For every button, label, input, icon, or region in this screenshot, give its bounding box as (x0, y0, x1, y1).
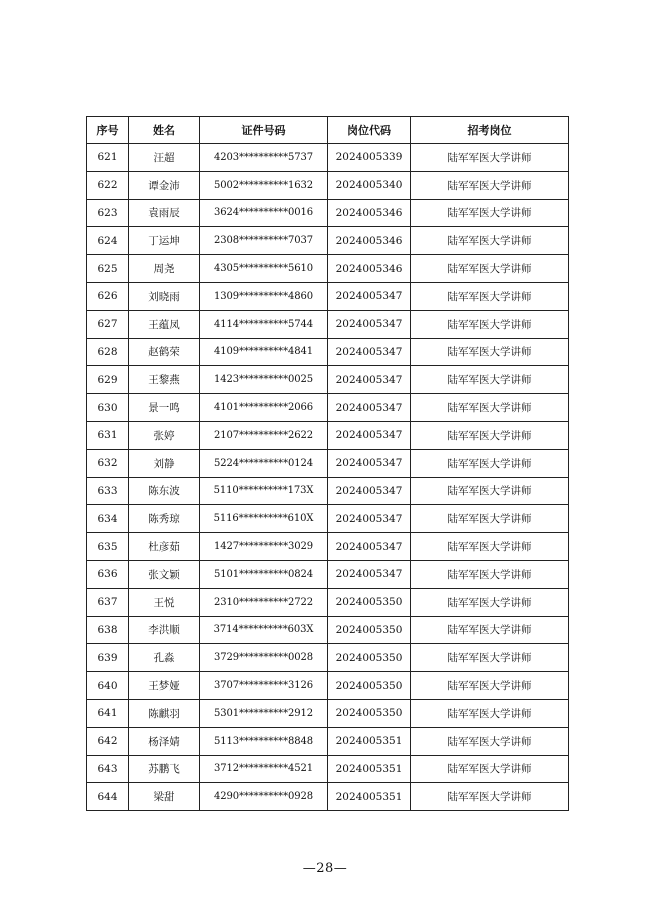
id-number-cell: 1309**********4860 (200, 282, 328, 310)
table-row (87, 560, 569, 588)
table-row (87, 477, 569, 505)
position-title-cell: 陆军军医大学讲师 (411, 227, 569, 255)
header-serial-number: 序号 (87, 117, 129, 144)
position-code-cell: 2024005347 (328, 533, 411, 561)
serial-number-cell: 637 (87, 588, 129, 616)
position-title-cell: 陆军军医大学讲师 (411, 366, 569, 394)
table-row (87, 144, 569, 172)
serial-number-cell: 644 (87, 783, 129, 811)
table-row (87, 533, 569, 561)
name-cell: 景一鸣 (129, 394, 200, 422)
position-title-cell: 陆军军医大学讲师 (411, 477, 569, 505)
position-code-cell: 2024005347 (328, 310, 411, 338)
id-number-cell: 1427**********3029 (200, 533, 328, 561)
position-code-cell: 2024005350 (328, 672, 411, 700)
position-code-cell: 2024005350 (328, 644, 411, 672)
name-cell: 杜彦茹 (129, 533, 200, 561)
serial-number-cell: 627 (87, 310, 129, 338)
serial-number-cell: 623 (87, 199, 129, 227)
serial-number-cell: 628 (87, 338, 129, 366)
header-id-number: 证件号码 (200, 117, 328, 144)
serial-number-cell: 626 (87, 282, 129, 310)
name-cell: 王悦 (129, 588, 200, 616)
position-code-cell: 2024005351 (328, 783, 411, 811)
table-body (87, 144, 569, 811)
name-cell: 孔淼 (129, 644, 200, 672)
table-row (87, 505, 569, 533)
position-code-cell: 2024005346 (328, 255, 411, 283)
name-cell: 陈麒羽 (129, 699, 200, 727)
id-number-cell: 4290**********0928 (200, 783, 328, 811)
table-row (87, 199, 569, 227)
header-position-title: 招考岗位 (411, 117, 569, 144)
position-title-cell: 陆军军医大学讲师 (411, 421, 569, 449)
name-cell: 王蕴凤 (129, 310, 200, 338)
position-title-cell: 陆军军医大学讲师 (411, 783, 569, 811)
table-row (87, 338, 569, 366)
id-number-cell: 3714**********603X (200, 616, 328, 644)
table-row (87, 255, 569, 283)
position-code-cell: 2024005347 (328, 477, 411, 505)
name-cell: 苏鹏飞 (129, 755, 200, 783)
position-code-cell: 2024005347 (328, 421, 411, 449)
name-cell: 陈秀琼 (129, 505, 200, 533)
position-code-cell: 2024005350 (328, 699, 411, 727)
serial-number-cell: 635 (87, 533, 129, 561)
name-cell: 张文颖 (129, 560, 200, 588)
id-number-cell: 5002**********1632 (200, 171, 328, 199)
table-row (87, 699, 569, 727)
position-title-cell: 陆军军医大学讲师 (411, 699, 569, 727)
position-title-cell: 陆军军医大学讲师 (411, 255, 569, 283)
id-number-cell: 2308**********7037 (200, 227, 328, 255)
serial-number-cell: 634 (87, 505, 129, 533)
serial-number-cell: 629 (87, 366, 129, 394)
header-position-code: 岗位代码 (328, 117, 411, 144)
id-number-cell: 5301**********2912 (200, 699, 328, 727)
serial-number-cell: 643 (87, 755, 129, 783)
id-number-cell: 5224**********0124 (200, 449, 328, 477)
table-row (87, 227, 569, 255)
table-row (87, 755, 569, 783)
table-header-row (87, 117, 569, 144)
position-code-cell: 2024005340 (328, 171, 411, 199)
table-row (87, 672, 569, 700)
table-row (87, 394, 569, 422)
table-row (87, 282, 569, 310)
serial-number-cell: 638 (87, 616, 129, 644)
name-cell: 袁雨辰 (129, 199, 200, 227)
id-number-cell: 2310**********2722 (200, 588, 328, 616)
id-number-cell: 5116**********610X (200, 505, 328, 533)
id-number-cell: 3624**********0016 (200, 199, 328, 227)
id-number-cell: 5110**********173X (200, 477, 328, 505)
position-title-cell: 陆军军医大学讲师 (411, 727, 569, 755)
serial-number-cell: 633 (87, 477, 129, 505)
position-title-cell: 陆军军医大学讲师 (411, 755, 569, 783)
table-row (87, 727, 569, 755)
position-title-cell: 陆军军医大学讲师 (411, 144, 569, 172)
position-title-cell: 陆军军医大学讲师 (411, 560, 569, 588)
name-cell: 陈东波 (129, 477, 200, 505)
position-code-cell: 2024005350 (328, 588, 411, 616)
serial-number-cell: 632 (87, 449, 129, 477)
position-code-cell: 2024005346 (328, 227, 411, 255)
name-cell: 李洪顺 (129, 616, 200, 644)
position-title-cell: 陆军军医大学讲师 (411, 449, 569, 477)
position-code-cell: 2024005351 (328, 727, 411, 755)
position-code-cell: 2024005347 (328, 505, 411, 533)
table-row (87, 171, 569, 199)
serial-number-cell: 631 (87, 421, 129, 449)
position-title-cell: 陆军军医大学讲师 (411, 505, 569, 533)
position-code-cell: 2024005351 (328, 755, 411, 783)
position-code-cell: 2024005347 (328, 282, 411, 310)
id-number-cell: 5101**********0824 (200, 560, 328, 588)
candidate-table-container (86, 116, 568, 811)
position-code-cell: 2024005347 (328, 560, 411, 588)
position-title-cell: 陆军军医大学讲师 (411, 171, 569, 199)
serial-number-cell: 625 (87, 255, 129, 283)
name-cell: 周尧 (129, 255, 200, 283)
position-title-cell: 陆军军医大学讲师 (411, 533, 569, 561)
position-code-cell: 2024005347 (328, 394, 411, 422)
position-title-cell: 陆军军医大学讲师 (411, 199, 569, 227)
id-number-cell: 3729**********0028 (200, 644, 328, 672)
name-cell: 王黎燕 (129, 366, 200, 394)
position-code-cell: 2024005350 (328, 616, 411, 644)
name-cell: 梁甜 (129, 783, 200, 811)
serial-number-cell: 621 (87, 144, 129, 172)
position-code-cell: 2024005346 (328, 199, 411, 227)
position-code-cell: 2024005347 (328, 449, 411, 477)
serial-number-cell: 642 (87, 727, 129, 755)
id-number-cell: 2107**********2622 (200, 421, 328, 449)
table-row (87, 449, 569, 477)
id-number-cell: 4203**********5737 (200, 144, 328, 172)
position-code-cell: 2024005347 (328, 366, 411, 394)
id-number-cell: 3712**********4521 (200, 755, 328, 783)
serial-number-cell: 622 (87, 171, 129, 199)
position-title-cell: 陆军军医大学讲师 (411, 338, 569, 366)
position-title-cell: 陆军军医大学讲师 (411, 394, 569, 422)
position-code-cell: 2024005347 (328, 338, 411, 366)
table-row (87, 366, 569, 394)
serial-number-cell: 636 (87, 560, 129, 588)
id-number-cell: 4305**********5610 (200, 255, 328, 283)
id-number-cell: 4109**********4841 (200, 338, 328, 366)
table-row (87, 616, 569, 644)
header-name: 姓名 (129, 117, 200, 144)
position-title-cell: 陆军军医大学讲师 (411, 588, 569, 616)
candidate-table (86, 116, 569, 811)
name-cell: 张婷 (129, 421, 200, 449)
name-cell: 丁运坤 (129, 227, 200, 255)
name-cell: 谭金沛 (129, 171, 200, 199)
id-number-cell: 4114**********5744 (200, 310, 328, 338)
name-cell: 王梦娅 (129, 672, 200, 700)
serial-number-cell: 639 (87, 644, 129, 672)
position-title-cell: 陆军军医大学讲师 (411, 310, 569, 338)
position-title-cell: 陆军军医大学讲师 (411, 644, 569, 672)
position-code-cell: 2024005339 (328, 144, 411, 172)
id-number-cell: 5113**********8848 (200, 727, 328, 755)
name-cell: 汪超 (129, 144, 200, 172)
table-row (87, 588, 569, 616)
id-number-cell: 3707**********3126 (200, 672, 328, 700)
name-cell: 刘晓雨 (129, 282, 200, 310)
position-title-cell: 陆军军医大学讲师 (411, 282, 569, 310)
name-cell: 杨泽婧 (129, 727, 200, 755)
table-row (87, 644, 569, 672)
page-number: —28— (302, 861, 348, 876)
name-cell: 赵鹤荣 (129, 338, 200, 366)
serial-number-cell: 624 (87, 227, 129, 255)
name-cell: 刘静 (129, 449, 200, 477)
serial-number-cell: 630 (87, 394, 129, 422)
table-row (87, 783, 569, 811)
table-row (87, 421, 569, 449)
position-title-cell: 陆军军医大学讲师 (411, 616, 569, 644)
id-number-cell: 4101**********2066 (200, 394, 328, 422)
serial-number-cell: 640 (87, 672, 129, 700)
position-title-cell: 陆军军医大学讲师 (411, 672, 569, 700)
table-row (87, 310, 569, 338)
serial-number-cell: 641 (87, 699, 129, 727)
id-number-cell: 1423**********0025 (200, 366, 328, 394)
